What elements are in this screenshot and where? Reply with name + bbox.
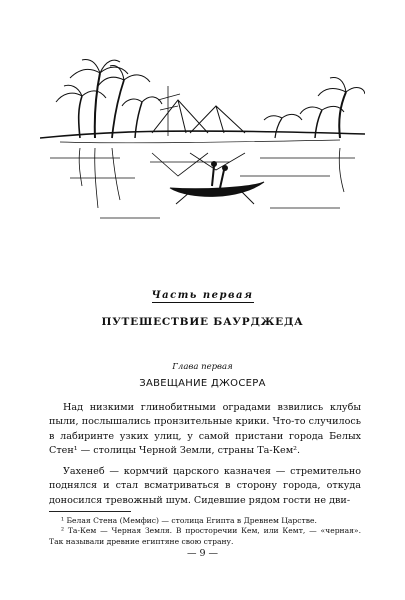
paragraph: Уахенеб — кормчий царского казначея — стремительно поднялся и стал всматриваться в сторону города, откуда доносился тревожный шум. Сидевшие рядом гости не дви-: [49, 466, 361, 506]
footnote: ² Та-Кем — Черная Земля. В просторечии Кем, или Кемт, — «черная». Так называли древние египтяне свою страну.: [49, 526, 361, 546]
footnote: ¹ Белая Стена (Мемфис) — столица Египта в Древнем Царстве.: [61, 516, 317, 525]
part-title: Часть первая: [151, 290, 254, 301]
chapter-label: Глава первая: [172, 362, 233, 372]
footnotes: [49, 516, 361, 547]
chapter-title: ЗАВЕЩАНИЕ ДЖОСЕРА: [139, 378, 266, 389]
pyramid-left: [152, 100, 208, 133]
paragraph: Над низкими глинобитными оградами взвились клубы пыли, послышались пронзительные крики. Что-то случилось в лабиринте узких улиц, у самой пристани города Белых Стен¹ — столицы Черной Земли, страны Та-Кем².: [49, 402, 361, 456]
book-title: ПУТЕШЕСТВИЕ БАУРДЖЕДА: [101, 316, 304, 328]
body-text: [49, 401, 361, 508]
footnote-divider: [49, 511, 131, 512]
boat-with-rowers: [170, 162, 264, 205]
palm-trees-right: [264, 78, 365, 138]
palm-trees-left: [56, 60, 162, 138]
page-number: — 9 —: [186, 548, 219, 559]
nile-pyramids-illustration: [40, 58, 365, 258]
